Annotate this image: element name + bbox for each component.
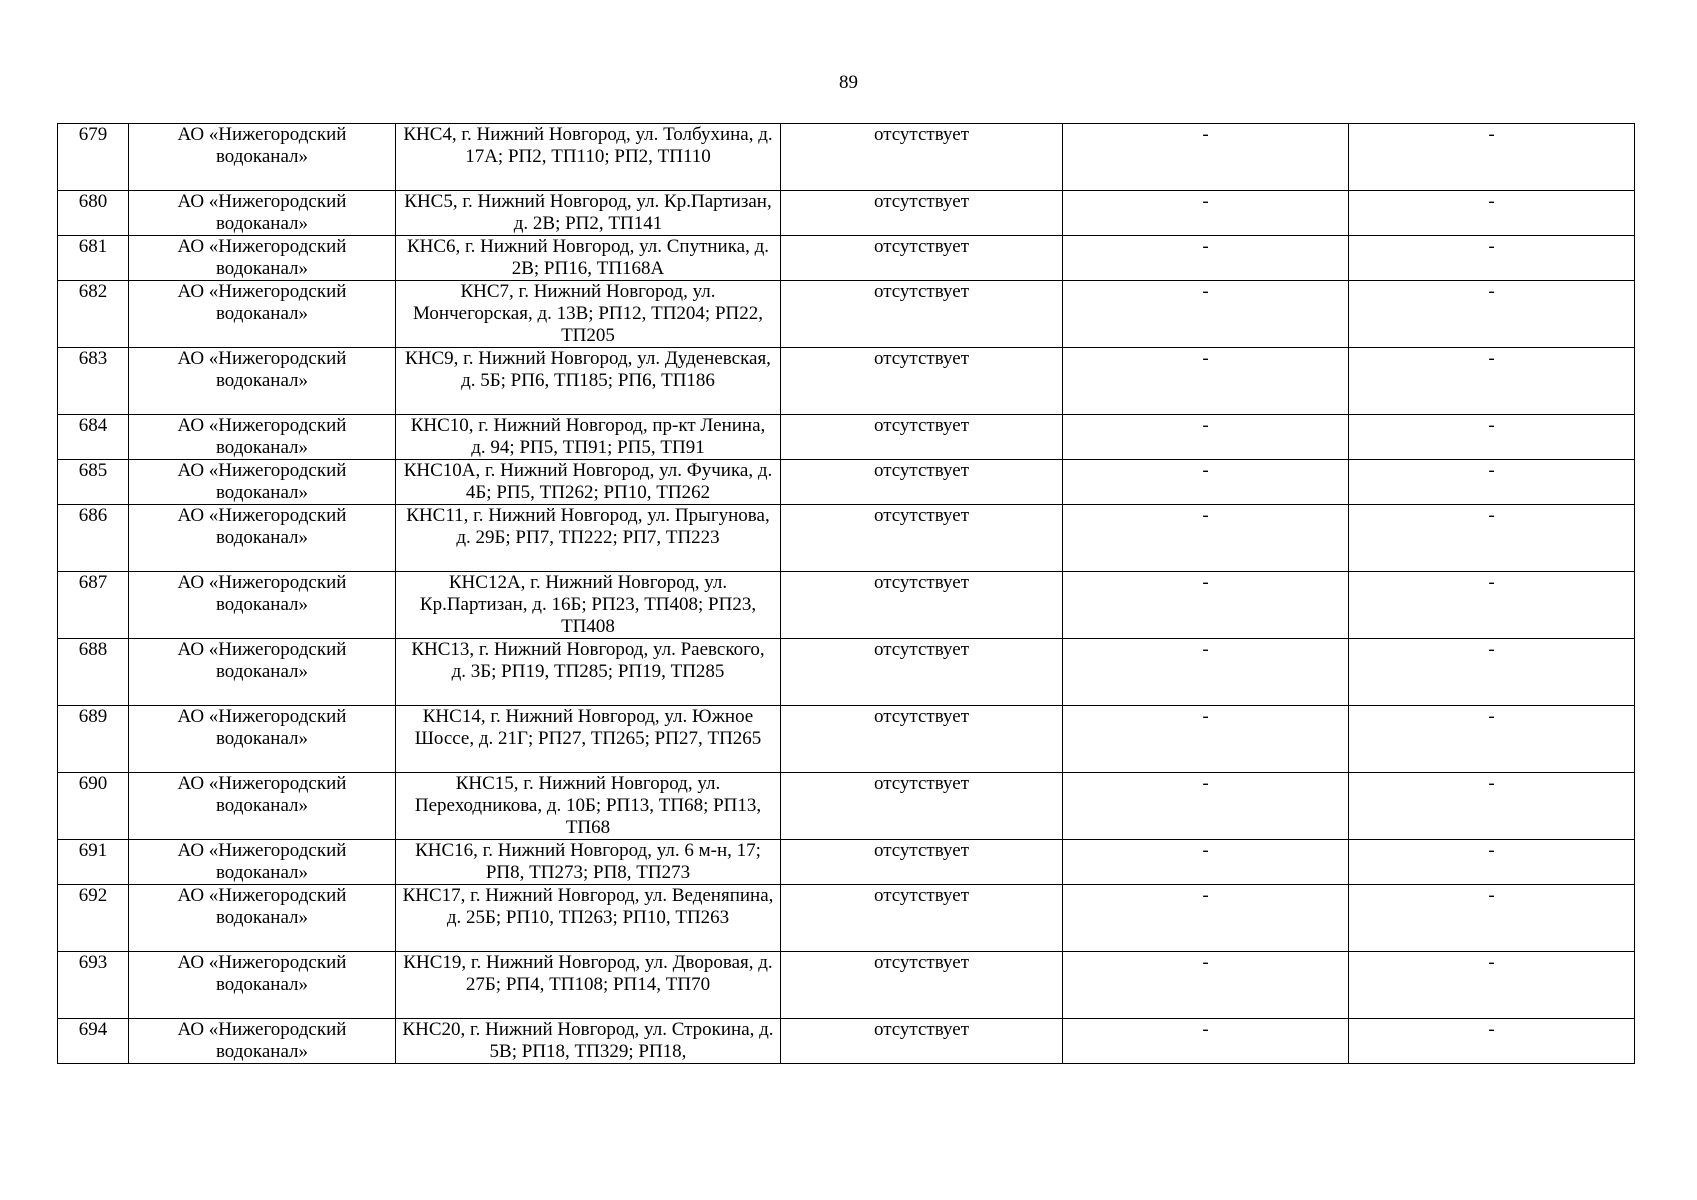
dash-cell: -	[1349, 124, 1635, 191]
organization-cell: АО «Нижегородский водоканал»	[129, 706, 396, 773]
dash-cell: -	[1063, 191, 1349, 236]
organization-cell: АО «Нижегородский водоканал»	[129, 505, 396, 572]
status-cell: отсутствует	[781, 460, 1063, 505]
status-cell: отсутствует	[781, 124, 1063, 191]
table-row	[58, 706, 1635, 773]
dash-cell: -	[1063, 773, 1349, 840]
dash-cell: -	[1063, 460, 1349, 505]
dash-cell: -	[1063, 236, 1349, 281]
dash-cell: -	[1063, 505, 1349, 572]
status-cell: отсутствует	[781, 236, 1063, 281]
dash-cell: -	[1063, 885, 1349, 952]
dash-cell: -	[1063, 572, 1349, 639]
row-number: 689	[58, 706, 129, 773]
table-row	[58, 124, 1635, 191]
object-address-cell: КНС10, г. Нижний Новгород, пр-кт Ленина, д. 94; РП5, ТП91; РП5, ТП91	[396, 415, 781, 460]
status-cell: отсутствует	[781, 415, 1063, 460]
dash-cell: -	[1063, 281, 1349, 348]
dash-cell: -	[1349, 281, 1635, 348]
table-row	[58, 191, 1635, 236]
status-cell: отсутствует	[781, 639, 1063, 706]
organization-cell: АО «Нижегородский водоканал»	[129, 415, 396, 460]
table-row	[58, 639, 1635, 706]
object-address-cell: КНС5, г. Нижний Новгород, ул. Кр.Партизан, д. 2В; РП2, ТП141	[396, 191, 781, 236]
table-row	[58, 348, 1635, 415]
organization-cell: АО «Нижегородский водоканал»	[129, 639, 396, 706]
organization-cell: АО «Нижегородский водоканал»	[129, 885, 396, 952]
organization-cell: АО «Нижегородский водоканал»	[129, 281, 396, 348]
row-number: 693	[58, 952, 129, 1019]
table-row	[58, 840, 1635, 885]
dash-cell: -	[1349, 639, 1635, 706]
status-cell: отсутствует	[781, 885, 1063, 952]
organization-cell: АО «Нижегородский водоканал»	[129, 840, 396, 885]
object-address-cell: КНС4, г. Нижний Новгород, ул. Толбухина, д. 17А; РП2, ТП110; РП2, ТП110	[396, 124, 781, 191]
dash-cell: -	[1349, 572, 1635, 639]
table-row	[58, 885, 1635, 952]
dash-cell: -	[1349, 505, 1635, 572]
object-address-cell: КНС10А, г. Нижний Новгород, ул. Фучика, д. 4Б; РП5, ТП262; РП10, ТП262	[396, 460, 781, 505]
dash-cell: -	[1063, 840, 1349, 885]
organization-cell: АО «Нижегородский водоканал»	[129, 1019, 396, 1064]
organization-cell: АО «Нижегородский водоканал»	[129, 773, 396, 840]
table-row	[58, 572, 1635, 639]
organization-cell: АО «Нижегородский водоканал»	[129, 191, 396, 236]
dash-cell: -	[1349, 236, 1635, 281]
object-address-cell: КНС17, г. Нижний Новгород, ул. Веденяпина, д. 25Б; РП10, ТП263; РП10, ТП263	[396, 885, 781, 952]
dash-cell: -	[1349, 840, 1635, 885]
dash-cell: -	[1349, 1019, 1635, 1064]
row-number: 692	[58, 885, 129, 952]
status-cell: отсутствует	[781, 572, 1063, 639]
row-number: 683	[58, 348, 129, 415]
status-cell: отсутствует	[781, 840, 1063, 885]
dash-cell: -	[1349, 348, 1635, 415]
table-row	[58, 460, 1635, 505]
organization-cell: АО «Нижегородский водоканал»	[129, 572, 396, 639]
table-row	[58, 415, 1635, 460]
object-address-cell: КНС15, г. Нижний Новгород, ул. Переходникова, д. 10Б; РП13, ТП68; РП13, ТП68	[396, 773, 781, 840]
dash-cell: -	[1349, 706, 1635, 773]
table-row	[58, 1019, 1635, 1064]
table-row	[58, 773, 1635, 840]
dash-cell: -	[1063, 348, 1349, 415]
organization-cell: АО «Нижегородский водоканал»	[129, 124, 396, 191]
dash-cell: -	[1349, 885, 1635, 952]
organization-cell: АО «Нижегородский водоканал»	[129, 460, 396, 505]
row-number: 682	[58, 281, 129, 348]
row-number: 686	[58, 505, 129, 572]
organization-cell: АО «Нижегородский водоканал»	[129, 952, 396, 1019]
row-number: 680	[58, 191, 129, 236]
organization-cell: АО «Нижегородский водоканал»	[129, 348, 396, 415]
dash-cell: -	[1063, 415, 1349, 460]
row-number: 685	[58, 460, 129, 505]
dash-cell: -	[1063, 952, 1349, 1019]
row-number: 687	[58, 572, 129, 639]
status-cell: отсутствует	[781, 281, 1063, 348]
row-number: 688	[58, 639, 129, 706]
dash-cell: -	[1349, 460, 1635, 505]
object-address-cell: КНС14, г. Нижний Новгород, ул. Южное Шоссе, д. 21Г; РП27, ТП265; РП27, ТП265	[396, 706, 781, 773]
registry-table	[57, 123, 1635, 1064]
status-cell: отсутствует	[781, 1019, 1063, 1064]
row-number: 681	[58, 236, 129, 281]
dash-cell: -	[1349, 952, 1635, 1019]
status-cell: отсутствует	[781, 773, 1063, 840]
object-address-cell: КНС7, г. Нижний Новгород, ул. Мончегорская, д. 13В; РП12, ТП204; РП22, ТП205	[396, 281, 781, 348]
status-cell: отсутствует	[781, 706, 1063, 773]
object-address-cell: КНС12А, г. Нижний Новгород, ул. Кр.Партизан, д. 16Б; РП23, ТП408; РП23, ТП408	[396, 572, 781, 639]
object-address-cell: КНС6, г. Нижний Новгород, ул. Спутника, д. 2В; РП16, ТП168А	[396, 236, 781, 281]
organization-cell: АО «Нижегородский водоканал»	[129, 236, 396, 281]
table-row	[58, 505, 1635, 572]
row-number: 684	[58, 415, 129, 460]
object-address-cell: КНС16, г. Нижний Новгород, ул. 6 м-н, 17; РП8, ТП273; РП8, ТП273	[396, 840, 781, 885]
table-row	[58, 281, 1635, 348]
status-cell: отсутствует	[781, 348, 1063, 415]
dash-cell: -	[1063, 124, 1349, 191]
object-address-cell: КНС13, г. Нижний Новгород, ул. Раевского, д. 3Б; РП19, ТП285; РП19, ТП285	[396, 639, 781, 706]
object-address-cell: КНС9, г. Нижний Новгород, ул. Дуденевская, д. 5Б; РП6, ТП185; РП6, ТП186	[396, 348, 781, 415]
dash-cell: -	[1063, 1019, 1349, 1064]
table-row	[58, 952, 1635, 1019]
dash-cell: -	[1349, 191, 1635, 236]
status-cell: отсутствует	[781, 952, 1063, 1019]
object-address-cell: КНС11, г. Нижний Новгород, ул. Прыгунова, д. 29Б; РП7, ТП222; РП7, ТП223	[396, 505, 781, 572]
dash-cell: -	[1063, 706, 1349, 773]
row-number: 691	[58, 840, 129, 885]
table-row	[58, 236, 1635, 281]
object-address-cell: КНС20, г. Нижний Новгород, ул. Строкина, д. 5В; РП18, ТП329; РП18,	[396, 1019, 781, 1064]
dash-cell: -	[1063, 639, 1349, 706]
dash-cell: -	[1349, 773, 1635, 840]
page-number: 89	[839, 72, 858, 93]
registry-table-body	[58, 124, 1635, 1064]
object-address-cell: КНС19, г. Нижний Новгород, ул. Дворовая, д. 27Б; РП4, ТП108; РП14, ТП70	[396, 952, 781, 1019]
row-number: 690	[58, 773, 129, 840]
dash-cell: -	[1349, 415, 1635, 460]
status-cell: отсутствует	[781, 505, 1063, 572]
status-cell: отсутствует	[781, 191, 1063, 236]
row-number: 694	[58, 1019, 129, 1064]
row-number: 679	[58, 124, 129, 191]
